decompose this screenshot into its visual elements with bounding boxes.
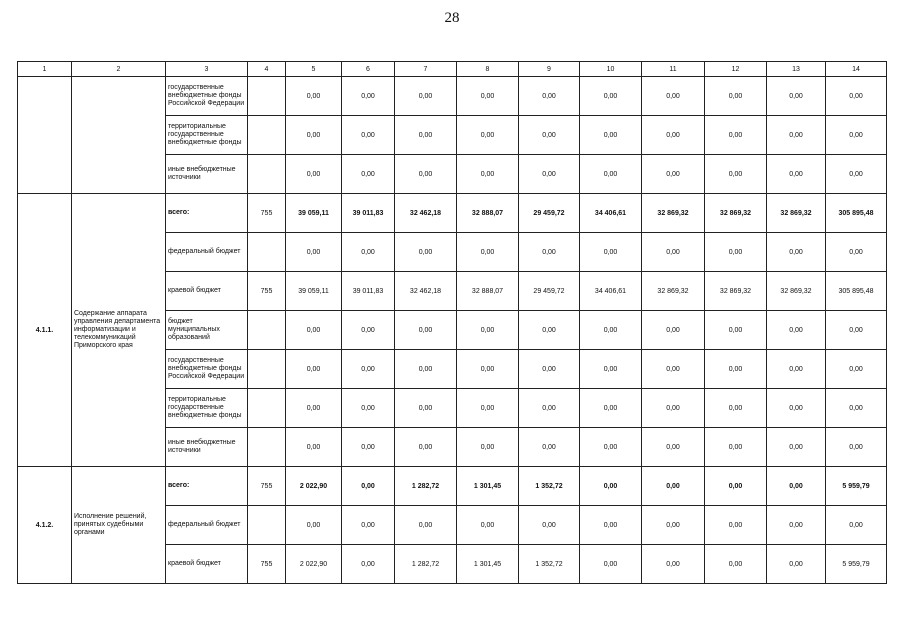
- amount-cell: 32 462,18: [395, 272, 457, 311]
- amount-cell: 0,00: [642, 311, 705, 350]
- amount-cell: 0,00: [580, 116, 642, 155]
- funding-source: государственные внебюджетные фонды Российской Федерации: [166, 350, 248, 389]
- amount-cell: 32 869,32: [705, 272, 767, 311]
- budget-code: [248, 155, 286, 194]
- amount-cell: 0,00: [767, 506, 826, 545]
- amount-cell: 0,00: [580, 389, 642, 428]
- budget-code: [248, 389, 286, 428]
- amount-cell: 0,00: [286, 233, 342, 272]
- budget-code: [248, 233, 286, 272]
- column-header: 13: [767, 62, 826, 77]
- amount-cell: 0,00: [519, 77, 580, 116]
- amount-cell: 0,00: [457, 116, 519, 155]
- amount-cell: 0,00: [342, 350, 395, 389]
- amount-cell: 0,00: [286, 77, 342, 116]
- budget-table: [17, 61, 887, 584]
- amount-cell: 0,00: [519, 233, 580, 272]
- amount-cell: 0,00: [767, 116, 826, 155]
- column-header: 12: [705, 62, 767, 77]
- amount-cell: 0,00: [642, 506, 705, 545]
- amount-cell: 1 352,72: [519, 545, 580, 584]
- amount-cell: 0,00: [642, 545, 705, 584]
- amount-cell: 0,00: [395, 311, 457, 350]
- amount-cell: 0,00: [519, 506, 580, 545]
- amount-cell: 0,00: [705, 545, 767, 584]
- column-header: 4: [248, 62, 286, 77]
- funding-source: иные внебюджетные источники: [166, 155, 248, 194]
- table-row: [18, 77, 887, 116]
- amount-cell: 0,00: [767, 155, 826, 194]
- item-name: Исполнение решений, принятых судебными органами: [72, 467, 166, 584]
- column-header: 8: [457, 62, 519, 77]
- amount-cell: 0,00: [519, 389, 580, 428]
- amount-cell: 0,00: [395, 77, 457, 116]
- amount-cell: 2 022,90: [286, 467, 342, 506]
- budget-code: 755: [248, 467, 286, 506]
- amount-cell: 0,00: [767, 389, 826, 428]
- amount-cell: 0,00: [519, 428, 580, 467]
- amount-cell: 0,00: [580, 311, 642, 350]
- amount-cell: 0,00: [457, 155, 519, 194]
- amount-cell: 32 869,32: [767, 272, 826, 311]
- amount-cell: 0,00: [705, 155, 767, 194]
- amount-cell: 0,00: [767, 233, 826, 272]
- budget-code: [248, 506, 286, 545]
- funding-source: всего:: [166, 194, 248, 233]
- amount-cell: 0,00: [705, 233, 767, 272]
- amount-cell: 0,00: [457, 506, 519, 545]
- amount-cell: 0,00: [286, 389, 342, 428]
- amount-cell: 0,00: [580, 545, 642, 584]
- column-header: 14: [826, 62, 887, 77]
- amount-cell: 29 459,72: [519, 272, 580, 311]
- funding-source: территориальные государственные внебюджетные фонды: [166, 116, 248, 155]
- funding-source: государственные внебюджетные фонды Российской Федерации: [166, 77, 248, 116]
- column-header: 2: [72, 62, 166, 77]
- amount-cell: 32 869,32: [705, 194, 767, 233]
- budget-code: 755: [248, 194, 286, 233]
- amount-cell: 0,00: [705, 77, 767, 116]
- amount-cell: 0,00: [342, 233, 395, 272]
- amount-cell: 0,00: [642, 233, 705, 272]
- amount-cell: 0,00: [767, 545, 826, 584]
- page-number: 28: [444, 10, 460, 26]
- amount-cell: 29 459,72: [519, 194, 580, 233]
- item-name: [72, 77, 166, 194]
- amount-cell: 0,00: [705, 311, 767, 350]
- funding-source: краевой бюджет: [166, 272, 248, 311]
- column-header: 11: [642, 62, 705, 77]
- amount-cell: 0,00: [457, 428, 519, 467]
- column-header: 6: [342, 62, 395, 77]
- amount-cell: 0,00: [457, 233, 519, 272]
- amount-cell: 0,00: [826, 77, 887, 116]
- funding-source: бюджет муниципальных образований: [166, 311, 248, 350]
- budget-code: 755: [248, 272, 286, 311]
- amount-cell: 0,00: [767, 467, 826, 506]
- amount-cell: 0,00: [395, 350, 457, 389]
- amount-cell: 5 959,79: [826, 467, 887, 506]
- table-body: [18, 77, 887, 584]
- column-header: 5: [286, 62, 342, 77]
- amount-cell: 305 895,48: [826, 194, 887, 233]
- amount-cell: 0,00: [826, 350, 887, 389]
- budget-code: [248, 116, 286, 155]
- amount-cell: 0,00: [286, 506, 342, 545]
- column-header: 3: [166, 62, 248, 77]
- funding-source: всего:: [166, 467, 248, 506]
- amount-cell: 0,00: [519, 116, 580, 155]
- amount-cell: 39 011,83: [342, 272, 395, 311]
- amount-cell: 0,00: [705, 116, 767, 155]
- amount-cell: 0,00: [286, 428, 342, 467]
- amount-cell: 0,00: [519, 350, 580, 389]
- amount-cell: 0,00: [342, 428, 395, 467]
- amount-cell: 0,00: [767, 311, 826, 350]
- amount-cell: 0,00: [395, 506, 457, 545]
- amount-cell: 0,00: [580, 350, 642, 389]
- amount-cell: 0,00: [580, 155, 642, 194]
- amount-cell: 39 059,11: [286, 194, 342, 233]
- amount-cell: 0,00: [826, 233, 887, 272]
- amount-cell: 0,00: [342, 77, 395, 116]
- amount-cell: 39 011,83: [342, 194, 395, 233]
- amount-cell: 2 022,90: [286, 545, 342, 584]
- amount-cell: 32 888,07: [457, 272, 519, 311]
- amount-cell: 0,00: [826, 311, 887, 350]
- amount-cell: 0,00: [519, 155, 580, 194]
- amount-cell: 0,00: [342, 155, 395, 194]
- amount-cell: 0,00: [642, 77, 705, 116]
- amount-cell: 0,00: [342, 467, 395, 506]
- amount-cell: 32 888,07: [457, 194, 519, 233]
- amount-cell: 32 869,32: [642, 272, 705, 311]
- amount-cell: 32 869,32: [642, 194, 705, 233]
- amount-cell: 0,00: [580, 233, 642, 272]
- amount-cell: 0,00: [826, 155, 887, 194]
- amount-cell: 34 406,61: [580, 272, 642, 311]
- item-number: [18, 77, 72, 194]
- amount-cell: 0,00: [642, 116, 705, 155]
- amount-cell: 34 406,61: [580, 194, 642, 233]
- table-row: [18, 194, 887, 233]
- amount-cell: 0,00: [342, 506, 395, 545]
- amount-cell: 0,00: [286, 350, 342, 389]
- amount-cell: 0,00: [395, 116, 457, 155]
- item-number: 4.1.2.: [18, 467, 72, 584]
- budget-code: 755: [248, 545, 286, 584]
- amount-cell: 0,00: [826, 389, 887, 428]
- amount-cell: 0,00: [705, 428, 767, 467]
- column-header: 7: [395, 62, 457, 77]
- amount-cell: 0,00: [457, 350, 519, 389]
- amount-cell: 0,00: [826, 428, 887, 467]
- amount-cell: 0,00: [767, 77, 826, 116]
- amount-cell: 0,00: [767, 350, 826, 389]
- amount-cell: 0,00: [642, 155, 705, 194]
- amount-cell: 0,00: [286, 311, 342, 350]
- amount-cell: 0,00: [705, 389, 767, 428]
- header-row: [18, 62, 887, 77]
- funding-source: территориальные государственные внебюджетные фонды: [166, 389, 248, 428]
- funding-source: федеральный бюджет: [166, 233, 248, 272]
- amount-cell: 0,00: [519, 311, 580, 350]
- amount-cell: 5 959,79: [826, 545, 887, 584]
- item-number: 4.1.1.: [18, 194, 72, 467]
- amount-cell: 1 301,45: [457, 467, 519, 506]
- amount-cell: 1 301,45: [457, 545, 519, 584]
- amount-cell: 0,00: [342, 116, 395, 155]
- funding-source: иные внебюджетные источники: [166, 428, 248, 467]
- table-row: [18, 467, 887, 506]
- budget-code: [248, 77, 286, 116]
- amount-cell: 0,00: [342, 311, 395, 350]
- budget-code: [248, 428, 286, 467]
- amount-cell: 0,00: [705, 506, 767, 545]
- amount-cell: 0,00: [395, 155, 457, 194]
- amount-cell: 0,00: [580, 77, 642, 116]
- amount-cell: 32 869,32: [767, 194, 826, 233]
- amount-cell: 39 059,11: [286, 272, 342, 311]
- amount-cell: 0,00: [642, 467, 705, 506]
- amount-cell: 1 282,72: [395, 545, 457, 584]
- amount-cell: 32 462,18: [395, 194, 457, 233]
- funding-source: краевой бюджет: [166, 545, 248, 584]
- amount-cell: 0,00: [580, 428, 642, 467]
- amount-cell: 0,00: [395, 233, 457, 272]
- column-header: 1: [18, 62, 72, 77]
- amount-cell: 0,00: [395, 389, 457, 428]
- amount-cell: 0,00: [826, 116, 887, 155]
- amount-cell: 0,00: [286, 116, 342, 155]
- amount-cell: 0,00: [457, 77, 519, 116]
- amount-cell: 0,00: [457, 389, 519, 428]
- amount-cell: 0,00: [342, 545, 395, 584]
- column-header: 9: [519, 62, 580, 77]
- amount-cell: 0,00: [395, 428, 457, 467]
- amount-cell: 0,00: [580, 506, 642, 545]
- funding-source: федеральный бюджет: [166, 506, 248, 545]
- amount-cell: 0,00: [457, 311, 519, 350]
- amount-cell: 0,00: [705, 350, 767, 389]
- amount-cell: 0,00: [705, 467, 767, 506]
- budget-code: [248, 311, 286, 350]
- amount-cell: 0,00: [342, 389, 395, 428]
- column-header: 10: [580, 62, 642, 77]
- amount-cell: 0,00: [642, 350, 705, 389]
- amount-cell: 0,00: [767, 428, 826, 467]
- amount-cell: 0,00: [642, 428, 705, 467]
- amount-cell: 1 352,72: [519, 467, 580, 506]
- amount-cell: 0,00: [580, 467, 642, 506]
- amount-cell: 1 282,72: [395, 467, 457, 506]
- budget-code: [248, 350, 286, 389]
- amount-cell: 0,00: [642, 389, 705, 428]
- item-name: Содержание аппарата управления департамента информатизации и телекоммуникаций Приморского края: [72, 194, 166, 467]
- amount-cell: 0,00: [826, 506, 887, 545]
- amount-cell: 305 895,48: [826, 272, 887, 311]
- amount-cell: 0,00: [286, 155, 342, 194]
